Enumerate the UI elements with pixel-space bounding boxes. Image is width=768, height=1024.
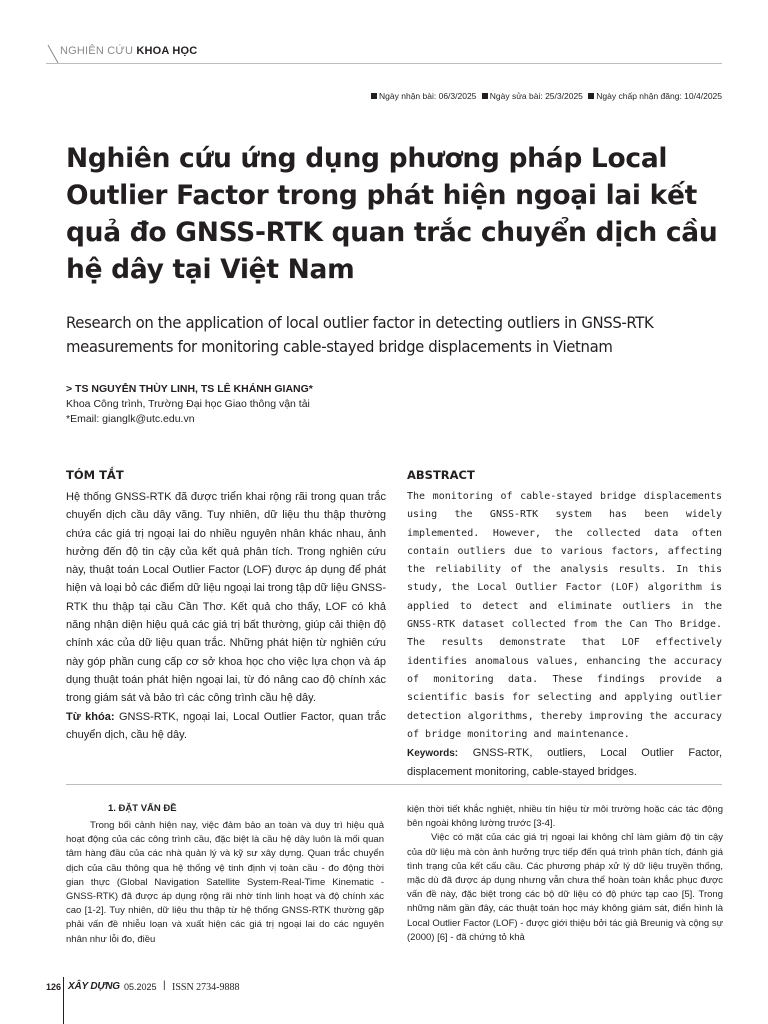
author-block <box>66 382 666 427</box>
tom-tat-block <box>66 488 386 744</box>
article-subtitle-english: Research on the application of local outlier factor in detecting outliers in GNSS-RTK measurements for monitoring cable-stayed bridge displacements in Vietnam <box>66 313 654 356</box>
tom-tat-keywords <box>66 708 386 745</box>
section-header-light: NGHIÊN CỨU <box>60 45 137 57</box>
section-1-paragraph-1-continued: kiện thời tiết khắc nghiệt, nhiều tín hiệu từ môi trường hoặc các tác động bên ngoài không lường trước [3-4]. <box>407 804 723 830</box>
author-email: *Email: gianglk@utc.edu.vn <box>66 413 195 425</box>
tom-tat-text: Hệ thống GNSS-RTK đã được triển khai rộng rãi trong quan trắc chuyển dịch cầu dây văng. Tuy nhiên, dữ liệu thu thập thường chứa các giá trị ngoại lai do nhiều nguyên nhân khác nhau, ảnh hưởng đến độ tin cậy của kết quả phân tích. Trong nghiên cứu này, thuật toán Local Outlier Factor (LOF) được áp dụng để phát hiện và loại bỏ các điểm dữ liệu ngoại lai trong tập dữ liệu GNSS-RTK thu thập tại cầu Cần Thơ. Kết quả cho thấy, LOF có khả năng nhận diện hiệu quả các giá trị bất thường, giúp cải thiện độ chính xác của dữ liệu quan trắc. Những phát hiện từ nghiên cứu này góp phần cung cấp cơ sở khoa học cho việc lựa chọn và áp dụng thuật toán phát hiện ngoại lai, từ đó nâng cao độ chính xác trong giám sát và bảo trì các công trình cầu hệ dây. <box>66 491 386 705</box>
abstract-text: The monitoring of cable-stayed bridge displacements using the GNSS-RTK system has been widely implemented. However, the collected data often contain outliers due to various factors, affecting the reliability of the analysis results. In this study, the Local Outlier Factor (LOF) algorithm is applied to detect and eliminate outliers in the GNSS-RTK dataset collected from the Can Tho Bridge. The results demonstrate that LOF effectively identifies anomalous values, enhancing the accuracy of monitoring data. These findings provide a scientific basis for selecting and applying outlier detection algorithms, thereby improving the accuracy of bridge monitoring and maintenance. <box>407 491 722 740</box>
footer-separator: | <box>163 980 166 991</box>
tom-tat-heading: TÓM TẮT <box>66 468 124 482</box>
bullet-square-icon <box>588 93 594 99</box>
journal-issue: 05.2025 <box>124 982 157 992</box>
footer-bar <box>63 977 64 1024</box>
journal-logo: XÂY DỰNG <box>68 981 120 992</box>
article-title: Nghiên cứu ứng dụng phương pháp Local Outlier Factor trong phát hiện ngoại lai kết quả đo GNSS-RTK quan trắc chuyển dịch cầu hệ dây tại Việt Nam <box>66 143 718 285</box>
tom-tat-keywords-label: Từ khóa: <box>66 710 115 723</box>
abstract-keywords-label: Keywords: <box>407 748 459 760</box>
date-revised: Ngày sửa bài: 25/3/2025 <box>489 91 583 101</box>
section-1-heading: 1. ĐẶT VẤN ĐỀ <box>108 803 177 814</box>
journal-issn: ISSN 2734-9888 <box>172 982 240 993</box>
abstract-keywords-text: GNSS-RTK, outliers, Local Outlier Factor, displacement monitoring, cable-stayed bridges. <box>407 747 722 779</box>
section-1-paragraph-2: Việc có mặt của các giá trị ngoại lai không chỉ làm giảm độ tin cậy của dữ liệu mà còn ảnh hưởng trực tiếp đến quá trình phân tích, đánh giá tình trạng của kết cấu cầu. Các phương pháp xử lý dữ liệu truyền thống, mặc dù đã được áp dụng nhưng vẫn chưa thể hoàn toàn khắc phục được vấn đề này, đặc biệt trong các bộ dữ liệu có độ phức tạp cao [5]. Trong những năm gần đây, các thuật toán học máy không giám sát, điển hình là Local Outlier Factor (LOF) - được giới thiệu bởi tác giả Breunig và cộng sự (2000) [6] - đã chứng tỏ khả <box>407 832 723 943</box>
section-header-bold: KHOA HỌC <box>136 45 198 57</box>
bullet-square-icon <box>371 93 377 99</box>
abstract-block <box>407 488 722 783</box>
section-header <box>60 45 197 57</box>
page-number: 126 <box>46 982 62 992</box>
bullet-square-icon <box>482 93 488 99</box>
abstract-keywords <box>407 744 722 783</box>
author-affiliation: Khoa Công trình, Trường Đại học Giao thông vận tải <box>66 398 310 410</box>
section-1-right-column <box>407 803 723 945</box>
section-1-paragraph-1: Trong bối cảnh hiện nay, việc đảm bảo an toàn và duy trì hiệu quả hoạt động của các công trình cầu, đặc biệt là cầu hệ dây luôn là mối quan tâm hàng đầu của các nhà quản lý và kỹ sư xây dựng. Quan trắc chuyển dịch của cầu thông qua hệ thống vệ tinh định vị toàn cầu - đo động thời gian thực (Global Navigation Satellite System-Real-Time Kinematic - GNSS-RTK) đã được áp dụng rộng rãi nhờ tính linh hoạt và độ chính xác cao [1-2]. Tuy nhiên, dữ liệu thu thập từ hệ thống GNSS-RTK thường gặp phải vấn đề nhiễu loạn và xuất hiện các giá trị ngoại lai do các nguyên nhân như lỗi đo, điều <box>66 820 384 945</box>
author-names: > TS NGUYỄN THÙY LINH, TS LÊ KHÁNH GIANG* <box>66 383 313 395</box>
section-divider <box>66 784 722 785</box>
header-rule <box>46 63 722 64</box>
submission-dates <box>368 91 722 101</box>
date-accepted: Ngày chấp nhận đăng: 10/4/2025 <box>596 91 722 101</box>
abstract-heading: ABSTRACT <box>407 468 475 482</box>
tom-tat-keywords-text: GNSS-RTK, ngoại lai, Local Outlier Factor, quan trắc chuyển dịch, cầu hệ dây. <box>66 710 387 741</box>
header-slash-mark <box>46 44 60 64</box>
date-received: Ngày nhận bài: 06/3/2025 <box>379 91 477 101</box>
